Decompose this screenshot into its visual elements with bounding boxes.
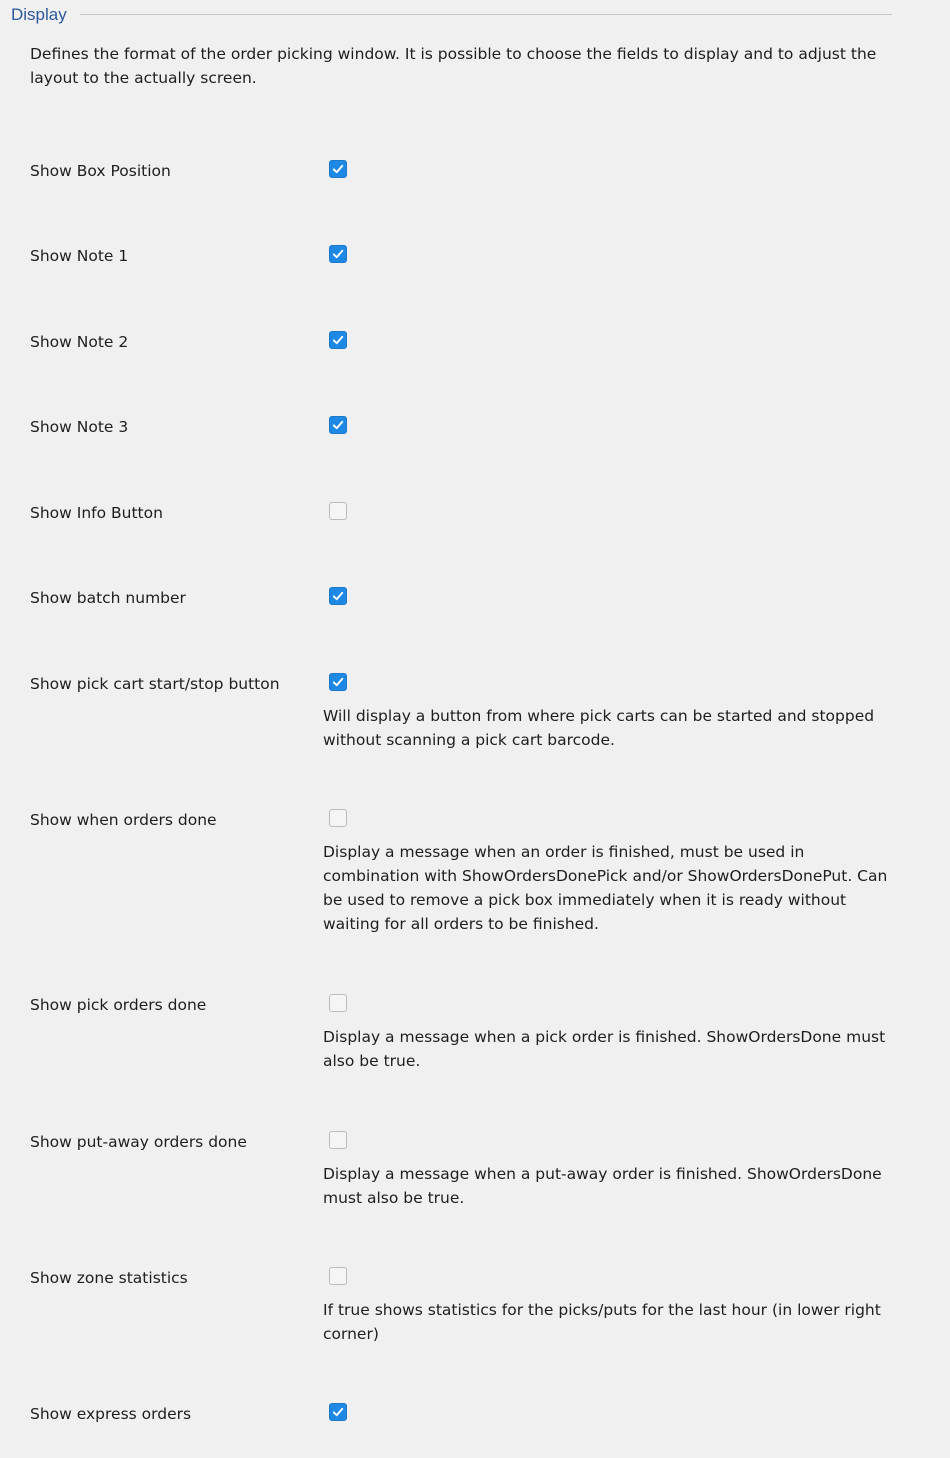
setting-help-text: If true shows statistics for the picks/puts for the last hour (in lower right corner) — [323, 1301, 881, 1343]
checkmark-icon — [332, 419, 344, 431]
checkmark-icon — [332, 334, 344, 346]
setting-help-text: Display a message when a put-away order is finished. ShowOrdersDone must also be true. — [323, 1165, 882, 1207]
setting-checkbox[interactable] — [329, 1131, 347, 1149]
setting-help-text: Will display a button from where pick carts can be started and stopped without scanning a pick cart barcode. — [323, 707, 875, 749]
setting-label: Show pick orders done — [30, 996, 207, 1014]
setting-label: Show Note 2 — [30, 333, 129, 351]
setting-help-text: Display a message when a pick order is finished. ShowOrdersDone must also be true. — [323, 1028, 886, 1070]
setting-checkbox[interactable] — [329, 1267, 347, 1285]
checkmark-icon — [332, 1406, 344, 1418]
setting-checkbox[interactable] — [329, 160, 347, 178]
setting-label: Show batch number — [30, 589, 186, 607]
setting-checkbox[interactable] — [329, 1403, 347, 1421]
setting-checkbox[interactable] — [329, 416, 347, 434]
setting-label: Show zone statistics — [30, 1269, 188, 1287]
setting-checkbox[interactable] — [329, 673, 347, 691]
setting-checkbox[interactable] — [329, 809, 347, 827]
group-title: Display — [11, 5, 67, 24]
checkmark-icon — [332, 676, 344, 688]
setting-checkbox[interactable] — [329, 587, 347, 605]
setting-label: Show when orders done — [30, 811, 217, 829]
checkmark-icon — [332, 590, 344, 602]
group-description: Defines the format of the order picking window. It is possible to choose the fields to display and to adjust the layout to the actually screen. — [30, 45, 877, 87]
checkmark-icon — [332, 248, 344, 260]
setting-label: Show Info Button — [30, 504, 163, 522]
setting-checkbox[interactable] — [329, 994, 347, 1012]
setting-label: Show Note 3 — [30, 418, 129, 436]
setting-checkbox[interactable] — [329, 502, 347, 520]
setting-label: Show Box Position — [30, 162, 171, 180]
setting-checkbox[interactable] — [329, 245, 347, 263]
checkmark-icon — [332, 163, 344, 175]
setting-label: Show put-away orders done — [30, 1133, 247, 1151]
setting-help-text: Display a message when an order is finished, must be used in combination with ShowOrdersDonePick and/or ShowOrdersDonePut. Can be used to remove a pick box immediately when it is ready without waiting for all orders to be finished. — [323, 843, 888, 933]
setting-label: Show express orders — [30, 1405, 192, 1423]
setting-label: Show pick cart start/stop button — [30, 675, 280, 693]
setting-checkbox[interactable] — [329, 331, 347, 349]
setting-label: Show Note 1 — [30, 247, 129, 265]
